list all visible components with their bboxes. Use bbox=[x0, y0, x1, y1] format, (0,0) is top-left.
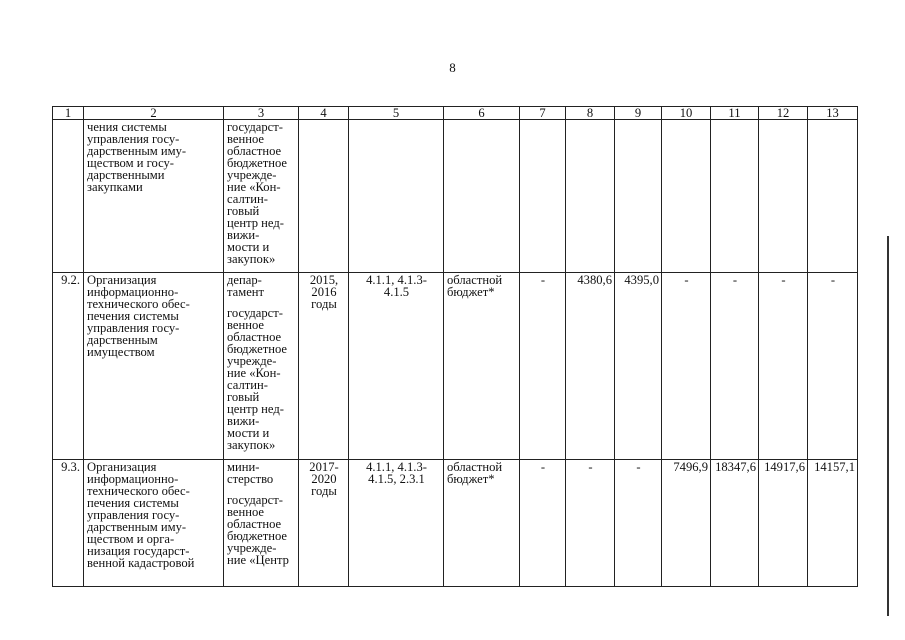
indicator-text: 4.1.1, 4.1.3- 4.1.5, 2.3.1 bbox=[366, 460, 427, 486]
value-cell bbox=[615, 120, 662, 273]
row-number: 9.3. bbox=[53, 460, 84, 587]
program-table bbox=[52, 106, 858, 587]
executor-text: депар- тамент bbox=[227, 273, 265, 299]
table-header-row bbox=[53, 107, 858, 120]
executor-text: мини- стерство bbox=[227, 460, 274, 486]
source-cell bbox=[444, 273, 520, 460]
value-cell: 4395,0 bbox=[615, 273, 662, 460]
value-cell bbox=[520, 120, 566, 273]
executor-text: государст- венное областное бюджетное учрежде- ние «Кон- салтин- говый центр нед- вижи- мости и закупок» bbox=[227, 120, 287, 266]
header-cell: 6 bbox=[444, 107, 520, 120]
header-cell: 1 bbox=[53, 107, 84, 120]
header-cell: 12 bbox=[759, 107, 808, 120]
value-cell: - bbox=[566, 460, 615, 587]
co-executor-text: государст- венное областное бюджетное учрежде- ние «Кон- салтин- говый центр нед- вижи- мости и закупок» bbox=[227, 306, 287, 452]
value-cell: 18347,6 bbox=[711, 460, 759, 587]
header-cell: 7 bbox=[520, 107, 566, 120]
value-cell: 14157,1 bbox=[808, 460, 858, 587]
header-cell: 3 bbox=[224, 107, 299, 120]
scan-edge-line bbox=[887, 236, 889, 616]
period-cell bbox=[299, 273, 349, 460]
header-cell: 8 bbox=[566, 107, 615, 120]
row-number bbox=[53, 120, 84, 273]
source-text: областной бюджет* bbox=[447, 273, 503, 299]
value-cell bbox=[711, 120, 759, 273]
source-cell bbox=[444, 460, 520, 587]
value-cell: - bbox=[808, 273, 858, 460]
value-cell bbox=[662, 120, 711, 273]
header-cell: 13 bbox=[808, 107, 858, 120]
period-cell bbox=[299, 460, 349, 587]
value-cell: 14917,6 bbox=[759, 460, 808, 587]
value-cell bbox=[808, 120, 858, 273]
header-cell: 5 bbox=[349, 107, 444, 120]
value-cell: - bbox=[711, 273, 759, 460]
period-cell bbox=[299, 120, 349, 273]
executor-cell bbox=[224, 120, 299, 273]
value-cell: - bbox=[520, 273, 566, 460]
value-cell: - bbox=[662, 273, 711, 460]
source-text: областной бюджет* bbox=[447, 460, 503, 486]
page-number: 8 bbox=[449, 60, 456, 75]
header-cell: 9 bbox=[615, 107, 662, 120]
indicator-cell bbox=[349, 273, 444, 460]
value-cell bbox=[566, 120, 615, 273]
activity-name bbox=[84, 120, 224, 273]
value-cell: 7496,9 bbox=[662, 460, 711, 587]
value-cell: - bbox=[520, 460, 566, 587]
value-cell: - bbox=[615, 460, 662, 587]
header-cell: 2 bbox=[84, 107, 224, 120]
source-cell bbox=[444, 120, 520, 273]
header-cell: 4 bbox=[299, 107, 349, 120]
executor-cell bbox=[224, 273, 299, 460]
table-row bbox=[53, 273, 858, 460]
row-number: 9.2. bbox=[53, 273, 84, 460]
header-cell: 10 bbox=[662, 107, 711, 120]
value-cell: 4380,6 bbox=[566, 273, 615, 460]
table-row bbox=[53, 460, 858, 587]
value-cell: - bbox=[759, 273, 808, 460]
indicator-cell bbox=[349, 460, 444, 587]
indicator-cell bbox=[349, 120, 444, 273]
activity-name-text: чения системы управления госу- дарственным иму- ществом и госу- дарственными закупками bbox=[87, 120, 187, 194]
indicator-text: 4.1.1, 4.1.3- 4.1.5 bbox=[366, 273, 427, 299]
activity-name bbox=[84, 460, 224, 587]
period-text: 2017- 2020 годы bbox=[309, 460, 339, 498]
activity-name bbox=[84, 273, 224, 460]
value-cell bbox=[759, 120, 808, 273]
period-text: 2015, 2016 годы bbox=[309, 273, 339, 311]
activity-name-text: Организация информационно- технического обес- печения системы управления госу- дарственным имуществом bbox=[87, 273, 190, 359]
co-executor-text: государст- венное областное бюджетное учрежде- ние «Центр bbox=[227, 493, 289, 567]
table-row bbox=[53, 120, 858, 273]
executor-cell bbox=[224, 460, 299, 587]
activity-name-text: Организация информационно- технического обес- печения системы управления госу- дарственным иму- ществом и орга- низация государст- венной кадастровой bbox=[87, 460, 195, 570]
header-cell: 11 bbox=[711, 107, 759, 120]
